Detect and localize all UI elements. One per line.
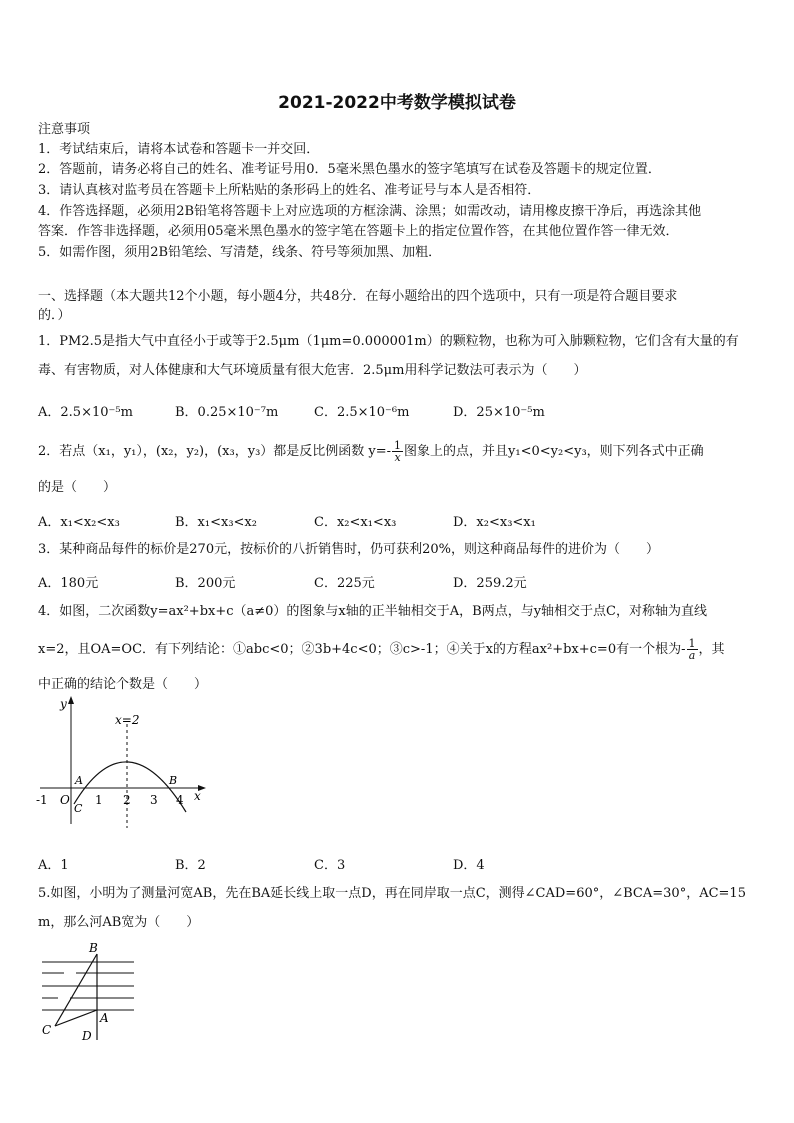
tick-label: 2	[123, 793, 131, 807]
fraction-numerator: 1	[688, 637, 696, 650]
question-2-option-c: C．x₂<x₁<x₃	[314, 515, 397, 530]
point-label-a: A	[75, 774, 83, 787]
question-2-option-a: A．x₁<x₂<x₃	[38, 515, 120, 530]
notice-item: 5．如需作图，须用2B铅笔绘、写清楚，线条、符号等须加黑、加粗．	[38, 245, 442, 260]
question-4-option-c: C．3	[314, 858, 346, 873]
question-2-text-b: 图象上的点，并且y₁<0<y₂<y₃，则下列各式中正确	[404, 444, 704, 459]
question-1-option-d: D．25×10⁻⁵m	[453, 405, 545, 420]
question-1-option-a: A．2.5×10⁻⁵m	[38, 405, 133, 420]
fraction-denominator: x	[394, 451, 401, 464]
notice-heading: 注意事项	[38, 122, 91, 137]
origin-label: O	[60, 793, 70, 807]
question-4-text: 4．如图，二次函数y=ax²+bx+c（a≠0）的图象与x轴的正半轴相交于A，B两点，与y轴相交于点C，对称轴为直线	[38, 604, 707, 619]
point-label-c: C	[42, 1023, 52, 1037]
question-3-option-b: B．200元	[175, 576, 236, 591]
question-1-text: 1．PM2.5是指大气中直径小于或等于2.5μm（1μm=0.000001m）的颗粒物，也称为可入肺颗粒物，它们含有大量的有	[38, 334, 739, 349]
point-label-c: C	[74, 802, 83, 815]
question-4-text-a: x=2，且OA=OC．有下列结论：①abc<0；②3b+4c<0；③c>-1；④关于x的方程ax²+bx+c=0有一个根为-	[38, 642, 686, 657]
question-4-text-cont	[38, 638, 725, 661]
question-5-text-cont: m，那么河AB宽为（ ）	[38, 915, 200, 930]
question-2-option-b: B．x₁<x₃<x₂	[175, 515, 257, 530]
fraction-1-over-x	[392, 440, 403, 463]
tick-label: 3	[150, 793, 158, 807]
notice-item: 4．作答选择题，必须用2B铅笔将答题卡上对应选项的方框涂满、涂黑；如需改动，请用橡皮擦干净后，再选涂其他	[38, 204, 702, 219]
point-label-b: B	[89, 941, 98, 955]
page-title: 2021-2022中考数学模拟试卷	[278, 93, 516, 113]
river-figure	[36, 940, 146, 1044]
question-3-option-c: C．225元	[314, 576, 375, 591]
point-label-b: B	[169, 774, 178, 787]
question-3-option-d: D．259.2元	[453, 576, 527, 591]
section-heading: 一、选择题（本大题共12个小题，每小题4分，共48分．在每小题给出的四个选项中，只有一项是符合题目要求	[38, 289, 678, 304]
fraction-1-over-a	[687, 638, 698, 661]
question-2-text	[38, 440, 704, 463]
question-3-text: 3．某种商品每件的标价是270元，按标价的八折销售时，仍可获利20%，则这种商品每件的进价为（ ）	[38, 542, 659, 557]
tick-label: -1	[36, 793, 48, 807]
x-axis-label: x	[194, 789, 201, 803]
notice-item: 3．请认真核对监考员在答题卡上所粘贴的条形码上的姓名、准考证号与本人是否相符．	[38, 183, 541, 198]
fraction-numerator: 1	[394, 439, 402, 452]
question-4-text-b: ，其	[698, 642, 725, 657]
tick-label: 1	[95, 793, 103, 807]
parabola-graph	[34, 694, 214, 834]
question-5-text: 5.如图，小明为了测量河宽AB，先在BA延长线上取一点D，再在同岸取一点C，测得∠CAD=60°，∠BCA=30°，AC=15	[38, 886, 746, 901]
question-1-option-b: B．0.25×10⁻⁷m	[175, 405, 279, 420]
question-2-option-d: D．x₂<x₃<x₁	[453, 515, 536, 530]
tick-label: 4	[176, 793, 184, 807]
line-ca	[55, 1010, 97, 1026]
question-2-text-cont: 的是（ ）	[38, 480, 117, 495]
notice-item: 1．考试结束后，请将本试卷和答题卡一并交回．	[38, 142, 320, 157]
section-heading-cont: 的．）	[38, 308, 71, 323]
question-3-option-a: A．180元	[38, 576, 99, 591]
question-4-option-d: D．4	[453, 858, 485, 873]
notice-item: 2．答题前，请务必将自己的姓名、准考证号用0．5毫米黑色墨水的签字笔填写在试卷及答题卡的规定位置．	[38, 162, 661, 177]
symmetry-axis-label: x=2	[115, 713, 140, 727]
y-axis-arrow	[68, 696, 74, 704]
fraction-denominator: a	[688, 649, 696, 662]
question-4-option-a: A．1	[38, 858, 69, 873]
line-bc	[55, 954, 97, 1026]
y-axis-label: y	[60, 697, 67, 711]
question-4-option-b: B．2	[175, 858, 206, 873]
point-label-a: A	[100, 1011, 109, 1025]
question-1-text-cont: 毒、有害物质，对人体健康和大气环境质量有很大危害．2.5μm用科学记数法可表示为（ ）	[38, 363, 587, 378]
question-4-text-cont2: 中正确的结论个数是（ ）	[38, 677, 208, 692]
question-1-option-c: C．2.5×10⁻⁶m	[314, 405, 410, 420]
question-2-text-a: 2．若点（x₁，y₁），(x₂，y₂)，(x₃，y₃）都是反比例函数 y=-	[38, 444, 392, 459]
notice-item: 答案．作答非选择题，必须用05毫米黑色墨水的签字笔在答题卡上的指定位置作答，在其他位置作答一律无效．	[38, 224, 679, 239]
point-label-d: D	[82, 1029, 92, 1043]
